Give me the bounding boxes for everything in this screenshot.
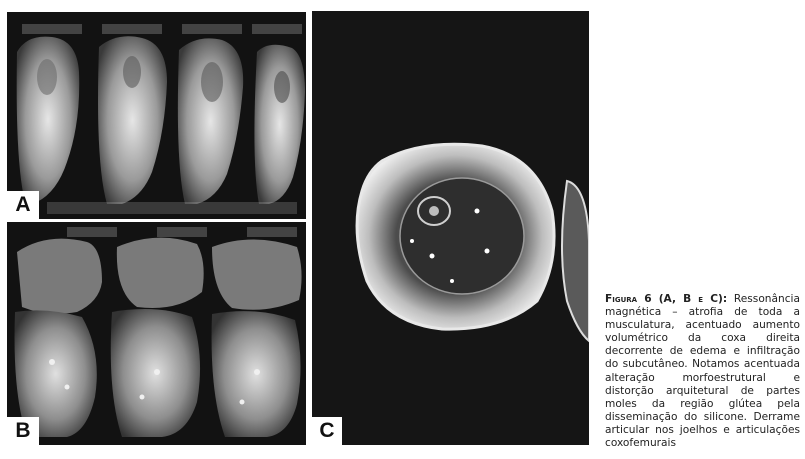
panel-label-b: B bbox=[7, 417, 39, 445]
mri-panel-b bbox=[7, 222, 306, 445]
mri-image-b bbox=[7, 222, 306, 445]
panel-label-c: C bbox=[312, 417, 342, 445]
figure-label: Figura 6 (A, B e C): bbox=[605, 293, 728, 305]
caption-text: Ressonância magnética – atrofia de toda a musculatura, acentuado aumento volumétrico da coxa direita decorrente de edema e infiltração do subcutâneo. Notamos acentuada alteração morfoestrutural e distorção arquitetural de partes moles da região glútea pela disseminação do silicone. Derrame articular nos joelhos e articulações coxofemurais bbox=[605, 293, 800, 450]
mri-image-c bbox=[312, 11, 589, 445]
mri-image-a bbox=[7, 12, 306, 219]
panel-label-a: A bbox=[7, 191, 39, 219]
mri-panel-c bbox=[312, 11, 589, 445]
figure-caption bbox=[605, 293, 800, 450]
mri-panel-a bbox=[7, 12, 306, 219]
